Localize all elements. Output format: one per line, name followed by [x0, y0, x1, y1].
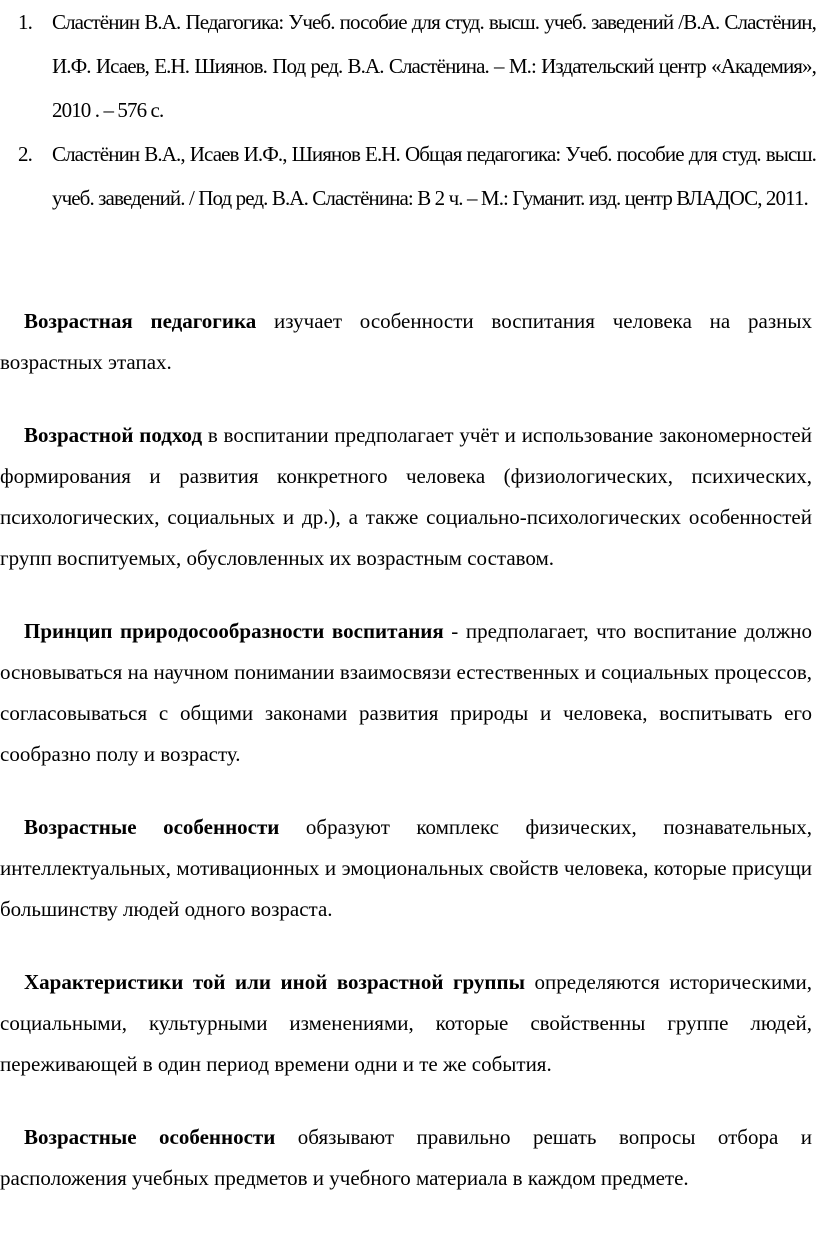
- definition-paragraph: [0, 301, 812, 383]
- definition-paragraph: [0, 807, 812, 930]
- reference-text: Сластёнин В.А. Педагогика: Учеб. пособие для студ. высш. учеб. заведений /В.А. Сластёнин, И.Ф. Исаев, Е.Н. Шиянов. Под ред. В.А. Сластёнина. – М.: Издательский центр «Академия», 2010 . – 576 с.: [52, 10, 816, 122]
- reference-text: Сластёнин В.А., Исаев И.Ф., Шиянов Е.Н. Общая педагогика: Учеб. пособие для студ. высш. учеб. заведений. / Под ред. В.А. Сластёнина: В 2 ч. – М.: Гуманит. изд. центр ВЛАДОС, 2011.: [52, 142, 816, 210]
- definition-text: в воспитании предполагает учёт и использование закономерностей формирования и развития конкретного человека (физиологических, психических, психологических, социальных и др.), а также социально-психологических особенностей групп воспитуемых, обусловленных их возрастным составом.: [0, 423, 812, 570]
- definition-paragraph: [0, 1117, 812, 1199]
- definition-text: определяются историческими, социальными, культурными изменениями, которые свойственны группе людей, переживающей в один период времени одни и те же события.: [0, 970, 812, 1076]
- reference-item: [18, 0, 816, 132]
- definition-text: изучает особенности воспитания человека на разных возрастных этапах.: [0, 309, 813, 374]
- definition-term: Возрастные особенности: [24, 1125, 276, 1149]
- reference-list: [18, 0, 816, 220]
- reference-number: 2.: [18, 142, 32, 166]
- reference-item: [18, 132, 816, 220]
- definition-term: Возрастная педагогика: [24, 309, 257, 333]
- definition-paragraph: [0, 611, 812, 775]
- definition-text: - предполагает, что воспитание должно основываться на научном понимании взаимосвязи естественных и социальных процессов, согласовываться с общими законами развития природы и человека, воспитывать его сообразно полу и возрасту.: [0, 619, 812, 766]
- definition-term: Принцип природосообразности воспитания: [24, 619, 444, 643]
- definition-text: образуют комплекс физических, познавательных, интеллектуальных, мотивационных и эмоциональных свойств человека, которые присущи большинству людей одного возраста.: [0, 815, 812, 921]
- definition-text: обязывают правильно решать вопросы отбора и расположения учебных предметов и учебного материала в каждом предмете.: [0, 1125, 812, 1190]
- definition-paragraph: [0, 962, 812, 1085]
- reference-number: 1.: [18, 10, 32, 34]
- definition-term: Возрастные особенности: [24, 815, 280, 839]
- definition-term: Характеристики той или иной возрастной группы: [24, 970, 526, 994]
- definition-paragraph: [0, 415, 812, 579]
- definitions-section: [0, 301, 812, 1199]
- definition-term: Возрастной подход: [24, 423, 203, 447]
